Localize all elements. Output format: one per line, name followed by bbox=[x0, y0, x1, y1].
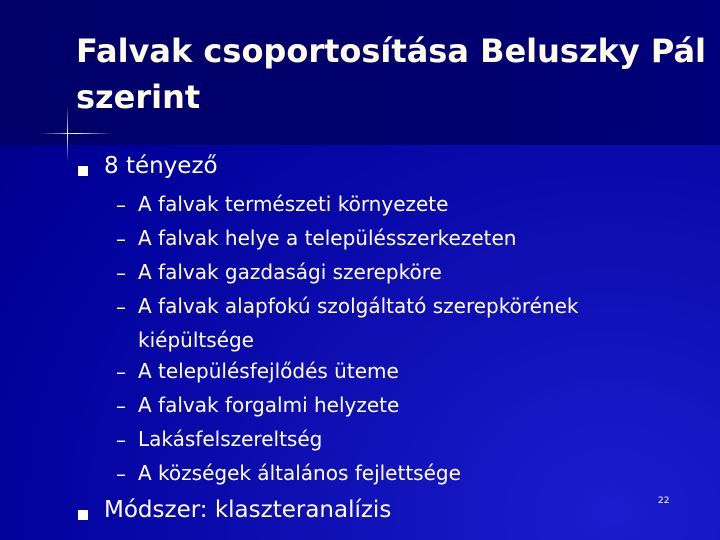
subitem-text: Lakásfelszereltség bbox=[138, 427, 323, 451]
dash-marker: – bbox=[116, 261, 126, 285]
subitem-text: A falvak helye a településszerkezeten bbox=[138, 226, 517, 250]
dash-marker: – bbox=[116, 193, 126, 217]
subitem-text: A falvak gazdasági szerepköre bbox=[138, 260, 442, 284]
decorative-crosshair-horizontal bbox=[40, 133, 112, 134]
bullet-square-icon bbox=[78, 510, 88, 520]
subitem-text: A falvak természeti környezete bbox=[138, 192, 449, 216]
bullet-text: 8 tényező bbox=[104, 153, 218, 179]
decorative-crosshair-vertical bbox=[67, 106, 68, 162]
bullet-text: Módszer: klaszteranalízis bbox=[104, 497, 392, 523]
subitem-text: A községek általános fejlettsége bbox=[138, 461, 461, 485]
page-number: 22 bbox=[658, 496, 670, 506]
bullet-square-icon bbox=[78, 166, 88, 176]
dash-marker: – bbox=[116, 462, 126, 486]
dash-marker: – bbox=[116, 428, 126, 452]
slide-title: Falvak csoportosítása Beluszky Pál szerint bbox=[76, 32, 707, 116]
dash-marker: – bbox=[116, 394, 126, 418]
dash-marker: – bbox=[116, 360, 126, 384]
subitem-text: A falvak forgalmi helyzete bbox=[138, 393, 400, 417]
dash-marker: – bbox=[116, 227, 126, 251]
subitem-text: A településfejlődés üteme bbox=[138, 359, 399, 383]
subitem-text: A falvak alapfokú szolgáltató szerepkörének kiépültsége bbox=[138, 294, 579, 352]
dash-marker: – bbox=[116, 295, 126, 319]
